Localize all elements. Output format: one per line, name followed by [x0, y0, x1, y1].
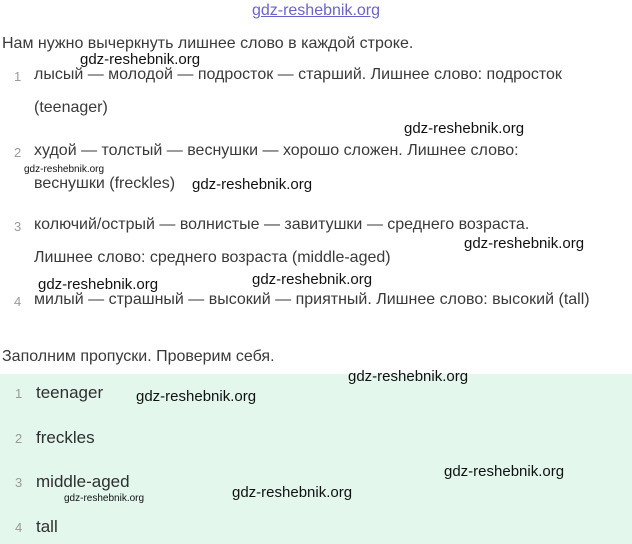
- answers-panel: [0, 374, 632, 544]
- item-text: лысый — молодой — подросток — старший. Лишнее слово: подросток: [34, 66, 562, 83]
- answer-word: middle-aged: [36, 472, 130, 491]
- item-number: 2: [14, 145, 22, 160]
- item-text: милый — страшный — высокий — приятный. Лишнее слово: высокий (tall): [34, 291, 590, 308]
- intro-text: Нам нужно вычеркнуть лишнее слово в каждой строке.: [2, 35, 414, 52]
- top-watermark: gdz-reshebnik.org: [251, 2, 381, 19]
- watermark: gdz-reshebnik.org: [404, 120, 525, 137]
- answer-word: tall: [36, 517, 58, 536]
- watermark: gdz-reshebnik.org: [232, 484, 353, 501]
- item-text: колючий/острый — волнистые — завитушки — среднего возраста.: [34, 216, 530, 233]
- answer-number: 2: [15, 431, 23, 446]
- item-text: худой — толстый — веснушки — хорошо сложен. Лишнее слово:: [34, 142, 519, 159]
- answer-word: teenager: [36, 383, 104, 402]
- watermark: gdz-reshebnik.org: [444, 463, 565, 480]
- watermark: gdz-reshebnik.org: [192, 176, 313, 193]
- item-number: 4: [14, 294, 22, 309]
- watermark: gdz-reshebnik.org: [136, 388, 257, 405]
- watermark: gdz-reshebnik.org: [252, 271, 373, 288]
- answer-word: freckles: [36, 428, 95, 447]
- item-text: (teenager): [34, 99, 108, 116]
- answer-number: 1: [15, 386, 23, 401]
- item-number: 3: [14, 219, 22, 234]
- check-intro-text: Заполним пропуски. Проверим себя.: [2, 348, 275, 365]
- watermark: gdz-reshebnik.org: [24, 164, 105, 175]
- watermark: gdz-reshebnik.org: [64, 493, 145, 504]
- item-text: веснушки (freckles): [34, 175, 176, 192]
- item-text: Лишнее слово: среднего возраста (middle-aged): [34, 249, 391, 266]
- answer-number: 3: [15, 475, 23, 490]
- watermark: gdz-reshebnik.org: [464, 235, 585, 252]
- watermark: gdz-reshebnik.org: [348, 368, 469, 385]
- watermark: gdz-reshebnik.org: [80, 51, 201, 68]
- answer-number: 4: [15, 520, 23, 535]
- item-number: 1: [14, 69, 22, 84]
- watermark: gdz-reshebnik.org: [38, 276, 159, 293]
